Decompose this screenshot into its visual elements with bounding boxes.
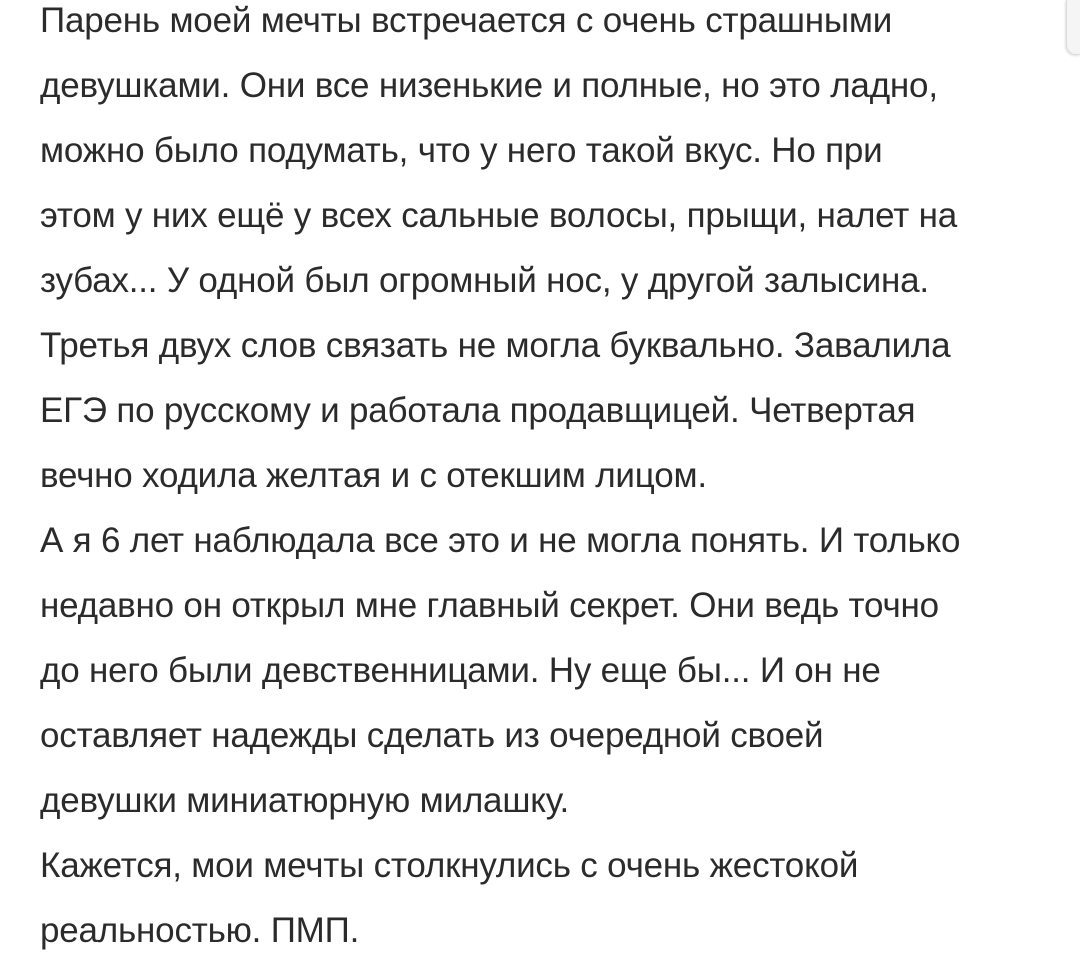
post-line: недавно он открыл мне главный секрет. Они ведь точно: [40, 586, 939, 625]
post-line: оставляет надежды сделать из очередной своей: [40, 716, 824, 755]
post-line: реальностью. ПМП.: [40, 911, 360, 950]
post-line: Кажется, мои мечты столкнулись с очень жестокой: [40, 846, 859, 885]
post-line: А я 6 лет наблюдала все это и не могла понять. И только: [40, 521, 961, 560]
post-line: этом у них ещё у всех сальные волосы, прыщи, налет на: [40, 196, 958, 235]
post-line: можно было подумать, что у него такой вкус. Но при: [40, 131, 883, 170]
post-line: зубах... У одной был огромный нос, у другой залысина.: [40, 261, 929, 300]
scrollbar-handle[interactable]: [1066, 0, 1080, 55]
post-line: девушки миниатюрную милашку.: [40, 781, 570, 820]
post-line: Парень моей мечты встречается с очень страшными: [40, 1, 893, 40]
post-line: вечно ходила желтая и с отекшим лицом.: [40, 456, 707, 495]
post-line: Третья двух слов связать не могла буквально. Завалила: [40, 326, 951, 365]
post-line: до него были девственницами. Ну еще бы... И он не: [40, 651, 881, 690]
post-line: девушками. Они все низенькие и полные, но это ладно,: [40, 66, 938, 105]
post-body: [40, 0, 1050, 963]
post-line: ЕГЭ по русскому и работала продавщицей. Четвертая: [40, 391, 916, 430]
